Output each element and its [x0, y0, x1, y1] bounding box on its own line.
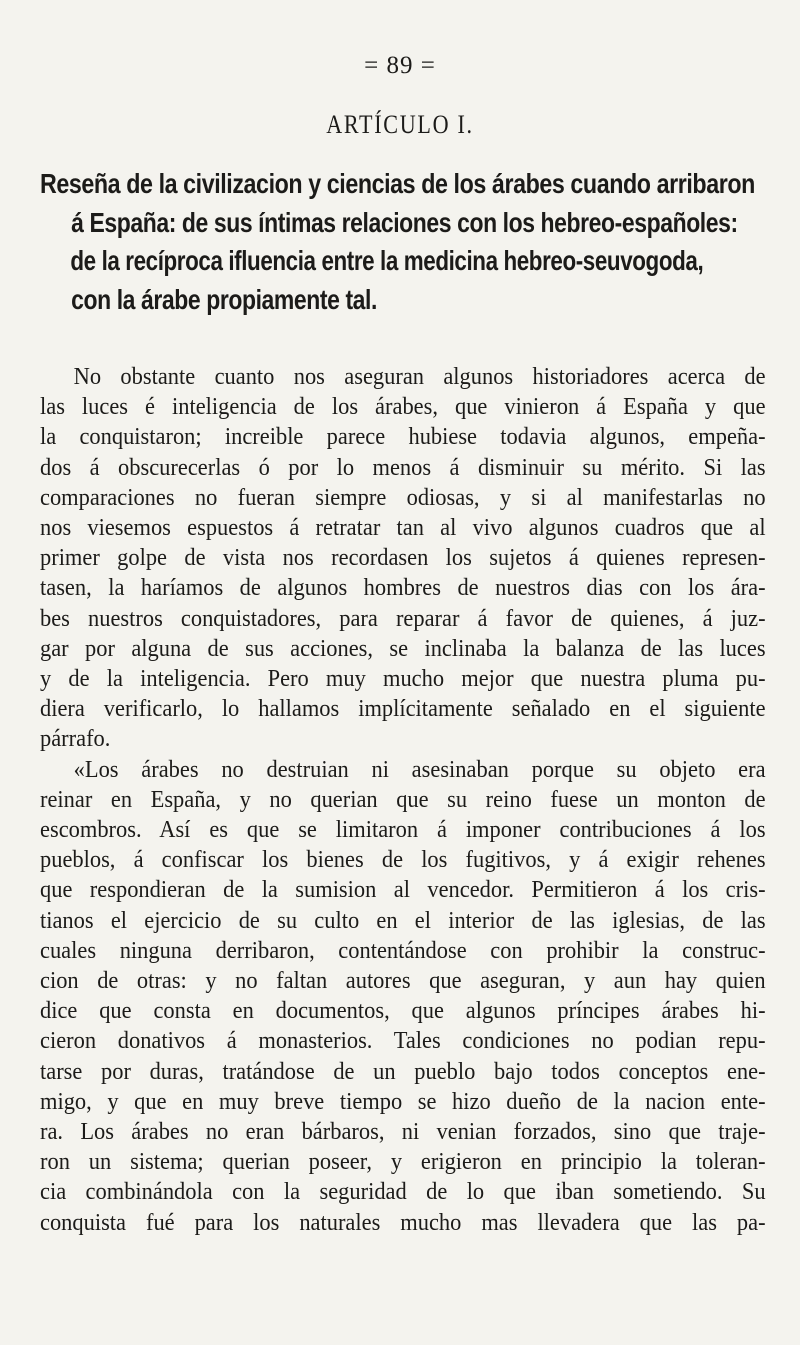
heading-line: á España: de sus íntimas relaciones con los hebreo-españoles: — [71, 206, 738, 238]
text-line: diera verificarlo, lo hallamos implícitamente señalado en el siguiente — [40, 696, 766, 723]
text-line: las luces é inteligencia de los árabes, que vinieron á España y que — [40, 394, 766, 421]
text-line: cion de otras: y no faltan autores que aseguran, y aun hay quien — [40, 968, 766, 995]
text-line: migo, y que en muy breve tiempo se hizo dueño de la nacion ente- — [40, 1088, 766, 1115]
text-line: cuales ninguna derribaron, contentándose con prohibir la construc- — [40, 937, 766, 964]
text-line: gar por alguna de sus acciones, se inclinaba la balanza de las luces — [40, 635, 766, 662]
section-heading — [40, 165, 780, 319]
text-line: párrafo. — [40, 726, 111, 753]
heading-line: Reseña de la civilizacion y ciencias de los árabes cuando arribaron — [40, 168, 755, 199]
text-line: comparaciones no fueran siempre odiosas, y si al manifestarlas no — [40, 484, 766, 511]
text-line: la conquistaron; increible parece hubiese todavia algunos, empeña- — [40, 424, 766, 451]
text-line: que respondieran de la sumision al vencedor. Permitieron á los cris- — [40, 877, 766, 904]
text-line: «Los árabes no destruian ni asesinaban porque su objeto era — [73, 756, 766, 783]
paragraph-2 — [40, 755, 766, 1238]
text-line: tarse por duras, tratándose de un pueblo bajo todos conceptos ene- — [40, 1058, 766, 1085]
article-title: ARTÍCULO I. — [326, 110, 474, 139]
text-line: conquista fué para los naturales mucho mas llevadera que las pa- — [40, 1209, 766, 1236]
heading-line: de la recíproca ifluencia entre la medicina hebreo-seuvogoda, — [70, 245, 704, 276]
text-line: dice que consta en documentos, que algunos príncipes árabes hi- — [40, 998, 766, 1025]
text-line: ron un sistema; querian poseer, y erigieron en principio la toleran- — [40, 1149, 766, 1176]
text-line: ra. Los árabes no eran bárbaros, ni venian forzados, sino que traje- — [40, 1119, 766, 1146]
heading-line: con la árabe propiamente tal. — [71, 283, 377, 315]
text-line: pueblos, á confiscar los bienes de los fugitivos, y á exigir rehenes — [40, 847, 766, 874]
page-number: = 89 = — [364, 52, 436, 79]
text-line: cieron donativos á monasterios. Tales condiciones no podian repu- — [40, 1028, 766, 1055]
text-line: primer golpe de vista nos recordasen los sujetos á quienes represen- — [40, 545, 766, 572]
text-line: bes nuestros conquistadores, para reparar á favor de quienes, á juz- — [40, 605, 766, 632]
text-line: tasen, la haríamos de algunos hombres de nuestros dias con los ára- — [40, 575, 766, 602]
text-line: dos á obscurecerlas ó por lo menos á disminuir su mérito. Si las — [40, 454, 766, 481]
text-line: y de la inteligencia. Pero muy mucho mejor que nuestra pluma pu- — [40, 666, 766, 693]
paragraph-1 — [40, 362, 766, 755]
text-line: tianos el ejercicio de su culto en el interior de las iglesias, de las — [40, 907, 766, 934]
text-line: nos viesemos espuestos á retratar tan al vivo algunos cuadros que al — [40, 515, 766, 542]
text-line: No obstante cuanto nos aseguran algunos historiadores acerca de — [73, 364, 766, 390]
text-line: reinar en España, y no querian que su reino fuese un monton de — [40, 786, 766, 813]
body-text — [40, 362, 766, 1238]
text-line: escombros. Así es que se limitaron á imponer contribuciones á los — [40, 817, 766, 844]
text-line: cia combinándola con la seguridad de lo que iban sometiendo. Su — [40, 1179, 766, 1206]
